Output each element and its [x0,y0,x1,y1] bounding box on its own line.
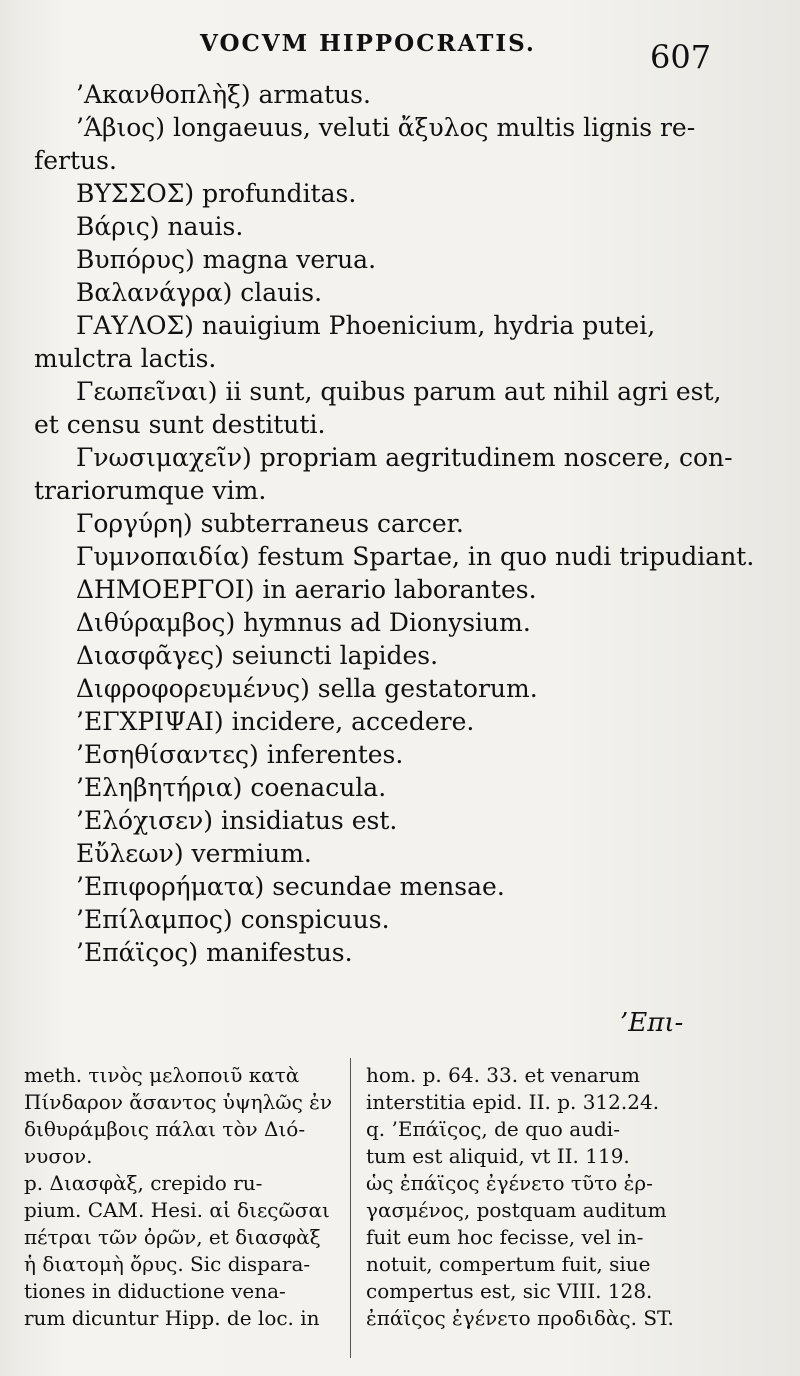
glossary-entries [34,78,755,969]
footnote-line: compertus est, sic VIII. 128. [366,1279,653,1303]
footnote-line: rum dicuntur Hipp. de loc. in [24,1306,320,1330]
glossary-entry: Βυπόρυς) magna verua. [76,245,377,274]
footnote-line: tum est aliquid, vt II. 119. [366,1144,630,1168]
footnote-line: tiones in diductione vena- [24,1279,286,1303]
footnote-line: p. Διασφὰξ, crepido ru- [24,1171,263,1195]
footnote-line: interstitia epid. II. p. 312.24. [366,1090,660,1114]
footnote-line: νυσον. [24,1144,93,1168]
glossary-entry: Εὔλεων) vermium. [76,839,312,868]
glossary-entry: ’Άβιος) longaeuus, veluti ἄξυλος multis lignis re- [76,113,696,142]
glossary-entry: Γνωσιμαχεῖν) propriam aegritudinem noscere, con- [76,443,733,472]
glossary-entry: Βάρις) nauis. [76,212,244,241]
glossary-entry: ’Επίλαμπος) conspicuus. [76,905,390,934]
glossary-entry: Γεωπεῖναι) ii sunt, quibus parum aut nihil agri est, [76,377,722,406]
glossary-entry: ’Ακανθοπλὴξ) armatus. [76,80,371,109]
footnotes-left-column [24,1062,346,1332]
glossary-entry: Διασφᾶγες) seiuncti lapides. [76,641,439,670]
footnote-line: γασμένος, postquam auditum [366,1198,667,1222]
footnote-line: ὡς ἐπάϊςος ἐγένετο τῦτο ἐρ- [366,1171,653,1195]
footnote-line: Πίνδαρον ἄσαντος ὑψηλῶς ἐν [24,1090,333,1114]
glossary-entry: fertus. [34,146,117,175]
footnote-line: ἡ διατομὴ ὄρυς. Sic dispara- [24,1252,311,1276]
glossary-entry: Γοργύρη) subterraneus carcer. [76,509,464,538]
page-number: 607 [650,38,712,76]
footnote-line: πέτραι τῶν ὀρῶν, et διασφὰξ [24,1225,321,1249]
footnote-line: fuit eum hoc fecisse, vel in- [366,1225,644,1249]
column-divider [350,1058,351,1358]
glossary-entry: trariorumque vim. [34,476,267,505]
footnotes-right-column [366,1062,696,1332]
glossary-entry: ’Εληβητήρια) coenacula. [76,773,387,802]
glossary-entry: Διθύραμβος) hymnus ad Dionysium. [76,608,531,637]
footnote-line: διθυράμβοις πάλαι τὸν Διό- [24,1117,306,1141]
footnote-line: q. ’Επάϊςος, de quo audi- [366,1117,620,1141]
glossary-entry: et censu sunt destituti. [34,410,326,439]
footnote-line: meth. τινὸς μελοποιῦ κατὰ [24,1063,300,1087]
glossary-entry: Βαλανάγρα) clauis. [76,278,323,307]
footnote-line: hom. p. 64. 33. et venarum [366,1063,641,1087]
glossary-entry: ΓΑΥΛΟΣ) nauigium Phoenicium, hydria putei, [76,311,656,340]
glossary-entry: Διφροφορευμένυς) sella gestatorum. [76,674,538,703]
footnote-line: notuit, compertum fuit, siue [366,1252,651,1276]
glossary-entry: ’Εσηθίσαντες) inferentes. [76,740,404,769]
catchword: ’Επι- [620,1008,684,1038]
glossary-entry: ΒΥΣΣΟΣ) profunditas. [76,179,357,208]
footnote-line: ἐπάϊςος ἐγένετο προδιδὰς. ST. [366,1306,674,1330]
glossary-entry: ’Ελόχισεν) insidiatus est. [76,806,398,835]
glossary-entry: ’ΕΓΧΡΙΨΑΙ) incidere, accedere. [76,707,475,736]
glossary-entry: ΔΗΜΟΕΡΓΟΙ) in aerario laborantes. [76,575,537,604]
glossary-entry: ’Επάϊςος) manifestus. [76,938,353,967]
running-head: VOCVM HIPPOCRATIS. [200,30,536,57]
glossary-entry: ’Επιφορήματα) secundae mensae. [76,872,505,901]
footnote-line: pium. CAM. Hesi. αἱ διεςῶσαι [24,1198,330,1222]
glossary-entry: mulctra lactis. [34,344,217,373]
glossary-entry: Γυμνοπαιδία) festum Spartae, in quo nudi tripudiant. [76,542,755,571]
